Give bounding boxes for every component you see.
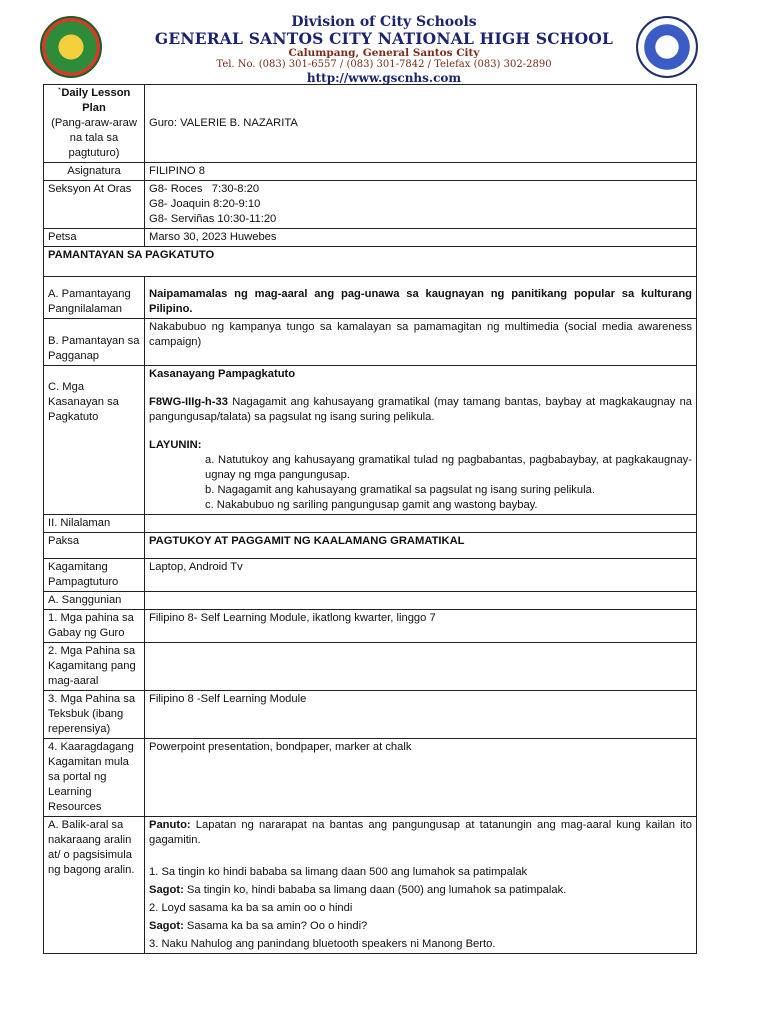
c-heading: Kasanayang Pampagkatuto (149, 368, 296, 380)
school-seal-logo (40, 16, 102, 78)
seksyon-label: Seksyon At Oras (44, 181, 145, 229)
sanggunian-value (145, 592, 697, 610)
c-competency (149, 395, 692, 425)
paksa-value (145, 533, 697, 559)
activity-item: 1. Sa tingin ko hindi bababa sa limang daan 500 ang lumahok sa patimpalak (149, 866, 528, 878)
guro-cell: Guro: VALERIE B. NAZARITA (145, 85, 697, 163)
seksyon-value (145, 181, 697, 229)
b-value: Nakabubuo ng kampanya tungo sa kamalayan sa pamamagitan ng multimedia (social media awareness campaign) (145, 319, 697, 366)
school-address: Calumpang, General Santos City (288, 47, 480, 59)
c-code: F8WG-IIIg-h-33 (149, 396, 228, 408)
r2-label: 2. Mga Pahina sa Kagamitang pang mag-aaral (44, 643, 145, 691)
layunin-item: a. Natutukoy ang kahusayang gramatikal tulad ng pagbabantas, pagbabaybay, at pagkakaugnay-ugnay ng mga pangungusap. (205, 454, 692, 481)
school-contact: Tel. No. (083) 301-6557 / (083) 301-7842 / Telefax (083) 302-2890 (216, 59, 552, 70)
petsa-label: Petsa (44, 229, 145, 247)
seksyon-line: G8- Joaquin 8:20-9:10 (149, 198, 261, 210)
activity-item: 3. Naku Nahulog ang panindang bluetooth speakers ni Manong Berto. (149, 938, 496, 950)
school-name: GENERAL SANTOS CITY NATIONAL HIGH SCHOOL (154, 29, 614, 48)
letterhead-text (126, 14, 642, 85)
table-row (44, 163, 697, 181)
paksa-label: Paksa (44, 533, 145, 559)
seksyon-line: G8- Roces 7:30-8:20 (149, 183, 260, 195)
a-text: Naipamamalas ng mag-aaral ang pag-unawa sa kaugnayan ng panitikang popular sa kulturang Pilipino. (149, 288, 692, 315)
r4-label: 4. Kaaragdagang Kagamitan mula sa portal ng Learning Resources (44, 739, 145, 817)
sagot-text: Sa tingin ko, hindi bababa sa limang daan (500) ang lumahok sa patimpalak. (186, 884, 567, 896)
table-row (44, 277, 697, 319)
paksa-text: PAGTUKOY AT PAGGAMIT NG KAALAMANG GRAMATIKAL (149, 535, 465, 547)
table-row (44, 85, 697, 163)
layunin-item: b. Nagagamit ang kahusayang gramatikal sa pagsulat ng isang suring pelikula. (205, 484, 595, 496)
sagot-label: Sagot: (149, 920, 184, 932)
asignatura-label: Asignatura (44, 163, 145, 181)
balik-value (145, 817, 697, 954)
school-letterhead (30, 14, 738, 85)
r4-value: Powerpoint presentation, bondpaper, marker at chalk (145, 739, 697, 817)
b-label: B. Pamantayan sa Pagganap (44, 319, 145, 366)
layunin-label: LAYUNIN: (149, 439, 202, 451)
division-name: Division of City Schools (291, 14, 477, 30)
table-row (44, 691, 697, 739)
nilalaman-value (145, 515, 697, 533)
table-row (44, 592, 697, 610)
title-cell (44, 85, 145, 163)
asignatura-value: FILIPINO 8 (145, 163, 697, 181)
sagot-text: Sasama ka ba sa amin? Oo o hindi? (186, 920, 368, 932)
lesson-plan-table (43, 84, 697, 954)
table-row (44, 533, 697, 559)
table-row (44, 515, 697, 533)
r3-label: 3. Mga Pahina sa Teksbuk (ibang reperensiya) (44, 691, 145, 739)
c-text: Nagagamit ang kahusayang gramatikal (may tamang bantas, baybay at magkakaugnay na pangungusap/talata) sa pagsulat ng isang suring pelikula. (149, 396, 693, 423)
r1-label: 1. Mga pahina sa Gabay ng Guro (44, 610, 145, 643)
panuto-label: Panuto: (149, 819, 191, 831)
seksyon-line: G8- Serviñas 10:30-11:20 (149, 213, 277, 225)
balik-label: A. Balik-aral sa nakaraang aralin at/ o pagsisimula ng bagong aralin. (44, 817, 145, 954)
r3-value: Filipino 8 -Self Learning Module (145, 691, 697, 739)
table-row (44, 319, 697, 366)
pamantayan-heading: PAMANTAYAN SA PAGKATUTO (48, 249, 215, 261)
table-row (44, 817, 697, 954)
c-label: C. Mga Kasanayan sa Pagkatuto (44, 366, 145, 515)
panuto-text: Lapatan ng nararapat na bantas ang pangungusap at tatanungin ang mag-aaral kung kailan ito gagamitin. (149, 819, 692, 846)
r1-value: Filipino 8- Self Learning Module, ikatlong kwarter, linggo 7 (145, 610, 697, 643)
section-heading (44, 247, 697, 277)
table-row (44, 247, 697, 277)
table-row (44, 643, 697, 691)
school-website-link[interactable]: http://www.gscnhs.com (306, 71, 462, 85)
table-row (44, 610, 697, 643)
c-value (145, 366, 697, 515)
a-label: A. Pamantayang Pangnilalaman (44, 277, 145, 319)
a-value (145, 277, 697, 319)
table-row (44, 739, 697, 817)
sanggunian-label: A. Sanggunian (44, 592, 145, 610)
plan-title: `Daily Lesson Plan (57, 87, 131, 114)
deped-seal-logo (636, 16, 698, 78)
kagamitan-value: Laptop, Android Tv (145, 559, 697, 592)
kagamitan-label: Kagamitang Pampagtuturo (44, 559, 145, 592)
sagot-label: Sagot: (149, 884, 184, 896)
table-row (44, 181, 697, 229)
table-row (44, 229, 697, 247)
table-row (44, 366, 697, 515)
layunin-item: c. Nakabubuo ng sariling pangungusap gamit ang wastong baybay. (205, 499, 538, 511)
table-row (44, 559, 697, 592)
r2-value (145, 643, 697, 691)
petsa-value: Marso 30, 2023 Huwebes (145, 229, 697, 247)
activity-item: 2. Loyd sasama ka ba sa amin oo o hindi (149, 902, 353, 914)
plan-title-sub: (Pang-araw-araw na tala sa pagtuturo) (51, 117, 137, 159)
nilalaman-label: II. Nilalaman (44, 515, 145, 533)
